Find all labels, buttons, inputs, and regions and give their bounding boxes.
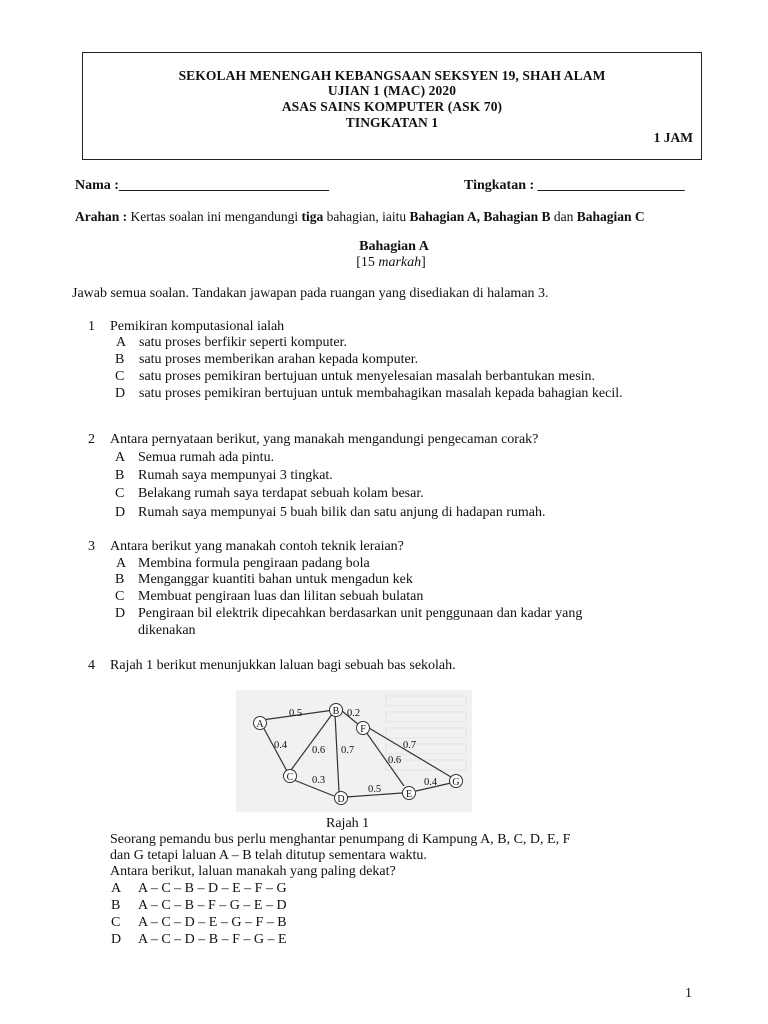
- question-text: Rajah 1 berikut menunjukkan laluan bagi sebuah bas sekolah.: [110, 658, 456, 673]
- question-number: 3: [88, 539, 95, 554]
- header-box: [82, 52, 702, 160]
- option-letter[interactable]: D: [115, 386, 126, 401]
- edge-weight: 0.7: [341, 745, 355, 756]
- question-number: 4: [88, 658, 95, 673]
- section-marks: [15 markah]: [356, 255, 426, 270]
- option-letter[interactable]: A: [115, 450, 126, 465]
- edge-weight: 0.5: [289, 708, 303, 719]
- option-text: satu proses berfikir seperti komputer.: [139, 335, 348, 350]
- edge-weight: 0.5: [368, 784, 382, 795]
- question-text: Pemikiran komputasional ialah: [110, 319, 285, 334]
- option-text: Membina formula pengiraan padang bola: [138, 556, 370, 571]
- edge-weight: 0.2: [347, 708, 361, 719]
- diagram-caption: Rajah 1: [326, 816, 370, 831]
- page-number: 1: [685, 986, 692, 1001]
- option-text: satu proses memberikan arahan kepada komputer.: [139, 352, 419, 367]
- name-field[interactable]: Nama :______________________________: [75, 178, 329, 193]
- node-label: G: [452, 777, 460, 788]
- option-text: A – C – D – E – G – F – B: [138, 915, 287, 930]
- node-label: B: [332, 706, 340, 717]
- form-title: TINGKATAN 1: [345, 115, 439, 130]
- question-number: 1: [88, 319, 95, 334]
- edge-weight: 0.4: [274, 740, 288, 751]
- option-text: A – C – D – B – F – G – E: [138, 932, 287, 947]
- option-letter[interactable]: C: [115, 589, 125, 604]
- question-number: 2: [88, 432, 95, 447]
- question-text: Antara pernyataan berikut, yang manakah mengandungi pengecaman corak?: [110, 432, 539, 447]
- option-letter[interactable]: B: [115, 572, 125, 587]
- section-title: Bahagian A: [359, 239, 429, 254]
- subject-title: ASAS SAINS KOMPUTER (ASK 70): [281, 99, 503, 114]
- option-text: Belakang rumah saya terdapat sebuah kolam besar.: [138, 486, 424, 501]
- option-letter[interactable]: B: [115, 468, 125, 483]
- option-letter[interactable]: A: [116, 335, 127, 350]
- node-label: D: [337, 794, 345, 805]
- form-field[interactable]: Tingkatan : _____________________: [464, 178, 685, 193]
- edge-weight: 0.6: [312, 745, 326, 756]
- edge-weight: 0.4: [424, 777, 438, 788]
- route-diagram: [236, 690, 472, 812]
- option-letter[interactable]: C: [115, 369, 125, 384]
- node-label: C: [286, 772, 294, 783]
- option-text: Semua rumah ada pintu.: [138, 450, 275, 465]
- option-text: Rumah saya mempunyai 5 buah bilik dan satu anjung di hadapan rumah.: [138, 505, 546, 520]
- question-text: Antara berikut yang manakah contoh teknik leraian?: [110, 539, 404, 554]
- option-letter[interactable]: A: [116, 556, 127, 571]
- option-text: A – C – B – F – G – E – D: [138, 898, 287, 913]
- option-text: satu proses pemikiran bertujuan untuk membahagikan masalah kepada bahagian kecil.: [139, 386, 623, 401]
- option-text: Membuat pengiraan luas dan lilitan sebuah bulatan: [138, 589, 424, 604]
- option-letter[interactable]: D: [115, 606, 126, 621]
- edge-weight: 0.3: [312, 775, 326, 786]
- node-label: E: [405, 789, 413, 800]
- option-text: satu proses pemikiran bertujuan untuk menyelesaian masalah berbantukan mesin.: [139, 369, 596, 384]
- option-text: Menganggar kuantiti bahan untuk mengadun kek: [138, 572, 413, 587]
- exam-title: UJIAN 1 (MAC) 2020: [327, 83, 457, 98]
- edge-weight: 0.7: [403, 740, 417, 751]
- option-letter[interactable]: C: [115, 486, 125, 501]
- question-paragraph-line: Seorang pemandu bus perlu menghantar penumpang di Kampung A, B, C, D, E, F: [110, 832, 571, 847]
- option-letter[interactable]: B: [115, 352, 125, 367]
- option-letter[interactable]: D: [115, 505, 126, 520]
- instructions-line: Arahan : Kertas soalan ini mengandungi tiga bahagian, iaitu Bahagian A, Bahagian B dan Bahagian C: [75, 209, 645, 224]
- option-text-continued: dikenakan: [138, 623, 196, 638]
- option-letter[interactable]: D: [111, 932, 122, 947]
- option-text: Pengiraan bil elektrik dipecahkan berdasarkan unit penggunaan dan kadar yang: [138, 606, 583, 621]
- answer-instruction: Jawab semua soalan. Tandakan jawapan pada ruangan yang disediakan di halaman 3.: [72, 286, 549, 301]
- edge-weight: 0.6: [388, 755, 402, 766]
- option-text: Rumah saya mempunyai 3 tingkat.: [138, 468, 333, 483]
- question-paragraph-line: dan G tetapi laluan A – B telah ditutup sementara waktu.: [110, 848, 427, 863]
- option-letter[interactable]: B: [111, 898, 121, 913]
- arahan-label: Arahan :: [75, 209, 128, 224]
- node-label: F: [360, 724, 366, 735]
- option-letter[interactable]: A: [111, 881, 122, 896]
- node-label: A: [256, 719, 264, 730]
- option-text: A – C – B – D – E – F – G: [138, 881, 287, 896]
- exam-duration: 1 JAM: [653, 130, 693, 145]
- question-paragraph-line: Antara berikut, laluan manakah yang paling dekat?: [110, 864, 396, 879]
- option-letter[interactable]: C: [111, 915, 121, 930]
- school-name: SEKOLAH MENENGAH KEBANGSAAN SEKSYEN 19, SHAH ALAM: [178, 68, 606, 83]
